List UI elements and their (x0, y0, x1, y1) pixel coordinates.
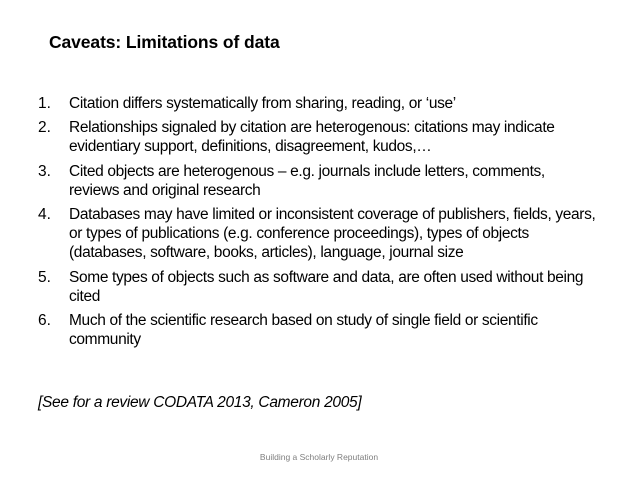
list-item (38, 162, 598, 200)
list-item-number: 5. (38, 268, 51, 286)
slide-title: Caveats: Limitations of data (49, 32, 280, 52)
list-item-text: Databases may have limited or inconsistent coverage of publishers, fields, years, or types of publications (e.g. conference proceedings), types of objects (databases, software, books, articles), language, journal size (69, 206, 596, 262)
list-item-text: Much of the scientific research based on study of single field or scientific community (69, 312, 538, 349)
slide-footer: Building a Scholarly Reputation (259, 452, 379, 462)
list-item (38, 268, 598, 306)
list-item (38, 311, 598, 349)
list-item-number: 6. (38, 312, 51, 330)
list-item-number: 4. (38, 206, 51, 224)
list-item-number: 2. (38, 119, 51, 137)
caveats-list (38, 94, 598, 354)
list-item (38, 118, 598, 156)
list-item-text: Relationships signaled by citation are heterogenous: citations may indicate evidentiary support, definitions, disagreement, kudos,… (69, 119, 555, 156)
list-item (38, 205, 598, 263)
list-item-text: Citation differs systematically from sharing, reading, or ‘use’ (69, 95, 456, 112)
list-item-number: 1. (38, 95, 51, 112)
list-item-number: 3. (38, 162, 51, 180)
list-item-text: Some types of objects such as software and data, are often used without being cited (69, 268, 584, 305)
list-item (38, 94, 598, 113)
citation-note: [See for a review CODATA 2013, Cameron 2005] (38, 394, 362, 411)
list-item-text: Cited objects are heterogenous – e.g. journals include letters, comments, reviews and original research (69, 162, 545, 199)
